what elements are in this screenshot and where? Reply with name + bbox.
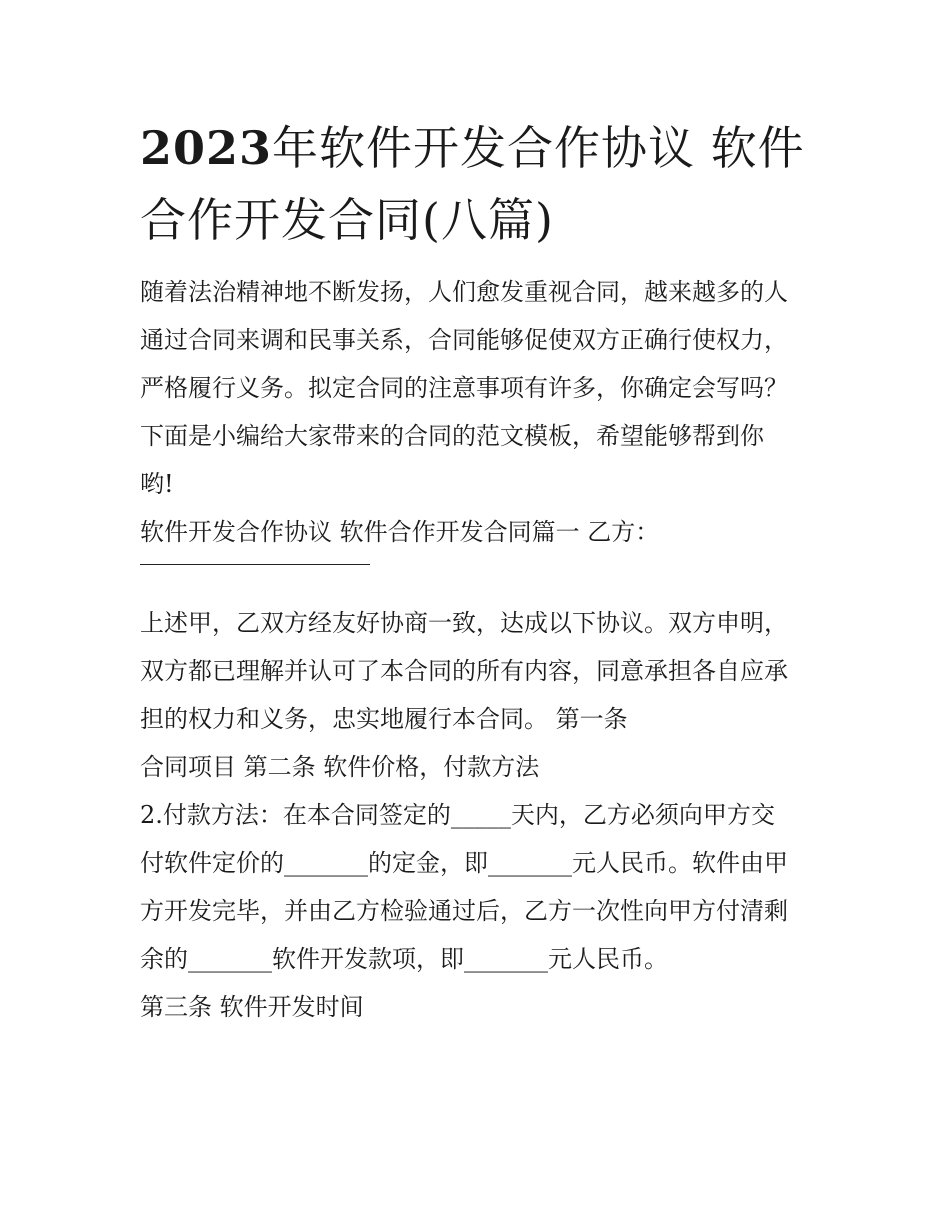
document-title bbox=[140, 112, 820, 256]
body-line: 担的权力和义务，忠实地履行本合同。 第一条 bbox=[140, 705, 628, 733]
body-line: 第三条 软件开发时间 bbox=[140, 993, 364, 1021]
body-line: 余的_______软件开发款项，即_______元人民币。 bbox=[140, 945, 668, 973]
body-line: 通过合同来调和民事关系，合同能够促使双方正确行使权力， bbox=[140, 326, 788, 354]
body-line: 双方都已理解并认可了本合同的所有内容，同意承担各自应承 bbox=[140, 657, 788, 685]
body-text-intro bbox=[140, 268, 820, 556]
body-line: 付软件定价的_______的定金，即_______元人民币。软件由甲 bbox=[140, 849, 788, 877]
body-line: 严格履行义务。拟定合同的注意事项有许多，你确定会写吗？ bbox=[140, 374, 788, 402]
body-line: 方开发完毕，并由乙方检验通过后，乙方一次性向甲方付清剩 bbox=[140, 897, 788, 925]
body-line: 下面是小编给大家带来的合同的范文模板，希望能够帮到你 bbox=[140, 422, 764, 450]
body-text-terms bbox=[140, 599, 820, 1031]
body-line: 随着法治精神地不断发扬，人们愈发重视合同，越来越多的人 bbox=[140, 278, 788, 306]
document-page bbox=[140, 112, 820, 1031]
body-line: 合同项目 第二条 软件价格，付款方法 bbox=[140, 753, 540, 781]
body-line: 哟! bbox=[140, 470, 174, 498]
title-year: 2023 bbox=[140, 121, 273, 175]
blank-fill-line bbox=[140, 564, 370, 565]
body-line: 软件开发合作协议 软件合作开发合同篇一 乙方： bbox=[140, 518, 660, 546]
body-line: 上述甲，乙双方经友好协商一致，达成以下协议。双方申明， bbox=[140, 609, 788, 637]
title-text: 年软件开发合作协议 软件合作开发合同(八篇) bbox=[140, 121, 805, 247]
body-line: 2.付款方法：在本合同签定的_____天内，乙方必须向甲方交 bbox=[140, 801, 775, 829]
